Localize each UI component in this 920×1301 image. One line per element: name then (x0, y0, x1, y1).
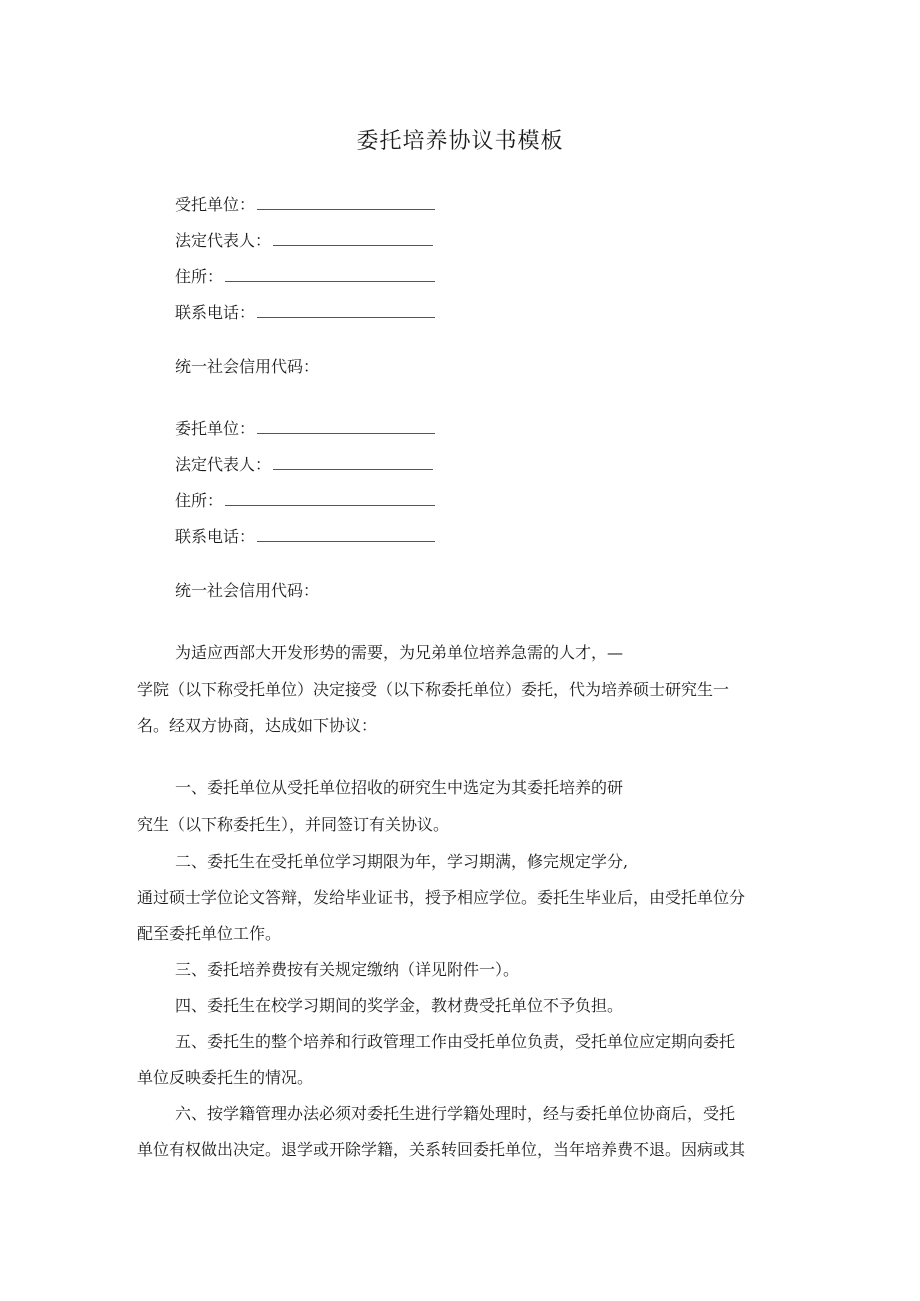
clause-line: 单位有权做出决定。退学或开除学籍，关系转回委托单位，当年培养费不退。因病或其 (137, 1140, 746, 1159)
document-title: 委托培养协议书模板 (356, 129, 564, 154)
intro-line: 为适应西部大开发形势的需要，为兄弟单位培养急需的人才，— (175, 643, 624, 662)
party-b-rep-blank (273, 457, 433, 470)
clause-line: 单位反映委托生的情况。 (137, 1068, 314, 1087)
party-a-phone-blank (257, 305, 435, 318)
clause-line: 三、委托培养费按有关规定缴纳（详见附件一）。 (175, 960, 520, 979)
party-a-unit-blank (257, 197, 435, 210)
party-b-credit-code: 统一社会信用代码： (175, 581, 320, 600)
party-a-rep-label: 法定代表人： (175, 231, 272, 250)
party-b-unit-blank (257, 421, 435, 434)
party-b-rep-label: 法定代表人： (175, 455, 272, 474)
party-b-rep-field (175, 454, 433, 476)
party-a-address-blank (225, 269, 435, 282)
party-b-unit-field (175, 418, 435, 440)
clause-line: 四、委托生在校学习期间的奖学金，教材费受托单位不予负担。 (175, 996, 624, 1015)
intro-line: 名。经双方协商，达成如下协议： (137, 716, 378, 735)
party-b-unit-label: 委托单位： (175, 419, 256, 438)
party-b-phone-blank (257, 529, 435, 542)
party-b-phone-field (175, 526, 435, 548)
party-a-address-label: 住所： (175, 267, 224, 286)
party-a-address-field (175, 266, 435, 288)
intro-line: 学院（以下称受托单位）决定接受（以下称委托单位）委托，代为培养硕士研究生一 (137, 680, 730, 699)
party-a-rep-blank (273, 233, 433, 246)
party-a-phone-field (175, 302, 435, 324)
party-a-credit-code: 统一社会信用代码： (175, 357, 320, 376)
clause-line: 配至委托单位工作。 (137, 924, 282, 943)
clause-line: 二、委托生在受托单位学习期限为年，学习期满，修完规定学分, (175, 852, 629, 871)
party-b-address-label: 住所： (175, 491, 224, 510)
party-b-phone-label: 联系电话： (175, 527, 256, 546)
party-b-address-blank (225, 493, 435, 506)
party-a-unit-field (175, 194, 435, 216)
party-a-rep-field (175, 230, 433, 252)
party-a-unit-label: 受托单位： (175, 195, 256, 214)
clause-line: 究生（以下称委托生），并同签订有关协议。 (137, 815, 450, 834)
clause-line: 一、委托单位从受托单位招收的研究生中选定为其委托培养的研 (175, 778, 624, 797)
clause-line: 通过硕士学位论文答辩，发给毕业证书，授予相应学位。委托生毕业后，由受托单位分 (137, 888, 746, 907)
clause-line: 五、委托生的整个培养和行政管理工作由受托单位负责，受托单位应定期向委托 (175, 1032, 736, 1051)
party-a-phone-label: 联系电话： (175, 303, 256, 322)
party-b-address-field (175, 490, 435, 512)
clause-line: 六、按学籍管理办法必须对委托生进行学籍处理时，经与委托单位协商后，受托 (175, 1104, 736, 1123)
